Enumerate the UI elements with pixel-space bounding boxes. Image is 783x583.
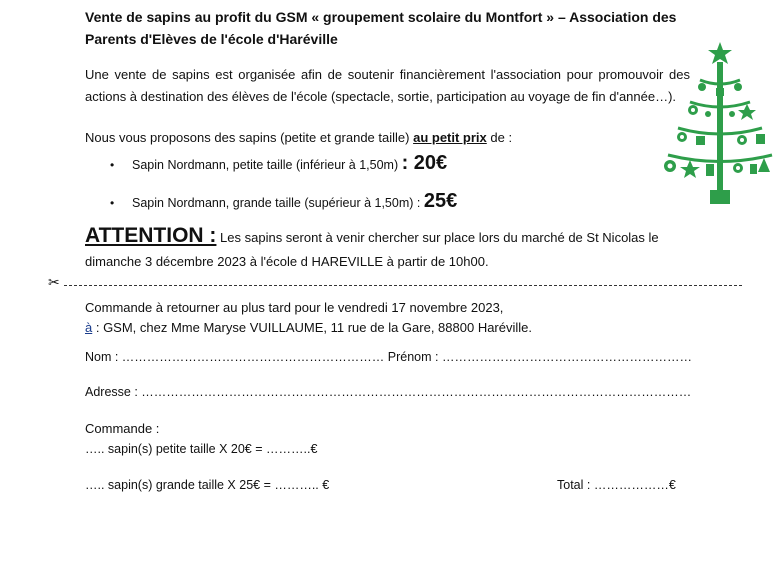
attention-notice bbox=[85, 224, 695, 274]
christmas-tree-icon bbox=[660, 40, 780, 208]
offer-small bbox=[110, 152, 447, 175]
command-label: Commande : bbox=[85, 421, 160, 436]
name-field-line: Nom : ……………………………………………………… Prénom : …………………………………………………… bbox=[85, 350, 692, 364]
bullet-icon: • bbox=[110, 196, 115, 210]
propose-bold: au petit prix bbox=[413, 130, 487, 145]
title-line-2: Parents d'Elèves de l'école d'Haréville bbox=[85, 31, 338, 47]
bullet-icon: • bbox=[110, 158, 115, 172]
title-line-1: Vente de sapins au profit du GSM « groupement scolaire du Montfort » – Association des bbox=[85, 9, 677, 25]
return-line: Commande à retourner au plus tard pour le vendredi 17 novembre 2023, bbox=[85, 300, 504, 315]
offer-label: Sapin Nordmann, grande taille (supérieur à 1,50m) : bbox=[132, 196, 424, 210]
attention-text: Les sapins seront à venir chercher sur place lors du marché de St Nicolas le dimanche 3 décembre 2023 à l'école d HAREVILLE à partir de 10h00. bbox=[85, 230, 659, 269]
offer-large bbox=[110, 190, 457, 213]
propose-line bbox=[85, 128, 512, 148]
offer-price: 25€ bbox=[423, 190, 458, 212]
offer-label: Sapin Nordmann, petite taille (inférieur à 1,50m) bbox=[132, 158, 402, 172]
intro-paragraph: Une vente de sapins est organisée afin de soutenir financièrement l'association pour promouvoir des actions à destination des élèves de l'école (spectacle, sortie, participation au voyage de fin d'année…). bbox=[85, 67, 690, 104]
return-address bbox=[85, 318, 532, 338]
attention-word: ATTENTION : bbox=[85, 224, 217, 247]
order-return-info bbox=[85, 298, 532, 338]
propose-suffix: de : bbox=[486, 130, 513, 145]
address-prefix: à bbox=[85, 320, 93, 335]
offer-price: : 20€ bbox=[401, 152, 448, 174]
order-small-line: ….. sapin(s) petite taille X 20€ = ………..€ bbox=[85, 442, 318, 456]
address-field-line: Adresse : …………………………………………………………………………………………………………………… bbox=[85, 385, 692, 399]
cut-line bbox=[48, 274, 742, 291]
dashed-divider bbox=[64, 285, 742, 286]
address-rest: : GSM, chez Mme Maryse VUILLAUME, 11 rue de la Gare, 88800 Haréville. bbox=[92, 320, 532, 335]
order-total-line: Total : ………………€ bbox=[557, 478, 676, 492]
scissors-icon: ✂ bbox=[48, 274, 60, 290]
propose-prefix: Nous vous proposons des sapins (petite et grande taille) bbox=[85, 130, 414, 145]
order-large-line: ….. sapin(s) grande taille X 25€ = ……….. € bbox=[85, 478, 330, 492]
document-title bbox=[85, 6, 695, 50]
